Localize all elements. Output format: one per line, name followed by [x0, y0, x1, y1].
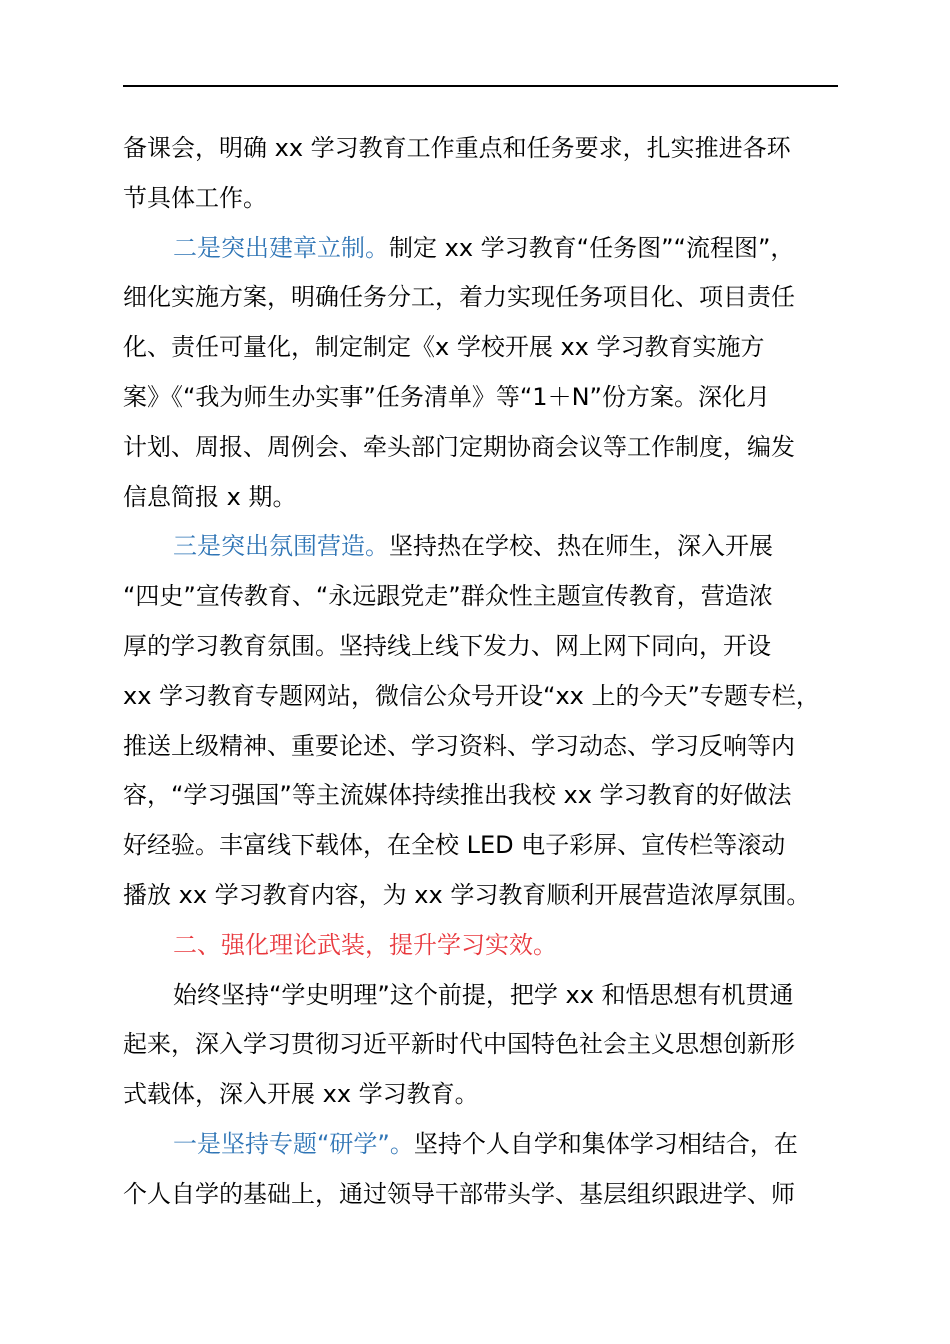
header-rule — [123, 85, 838, 87]
body-text-run: 好经验。丰富线下载体，在全校 LED 电子彩屏、宣传栏等滚动 — [123, 831, 786, 860]
body-text-run: 播放 xx 学习教育内容，为 xx 学习教育顺利开展营造浓厚氛围。 — [123, 880, 811, 909]
text-line — [123, 821, 838, 871]
section-heading: 二、强化理论武装，提升学习实效。 — [173, 930, 557, 959]
text-line — [123, 771, 838, 821]
text-line — [123, 273, 838, 323]
subsection-heading: 一是坚持专题“研学”。 — [173, 1129, 414, 1158]
text-line — [123, 1170, 838, 1220]
text-line — [123, 622, 838, 672]
body-text-run: 式载体，深入开展 xx 学习教育。 — [123, 1080, 479, 1109]
body-text-run: 备课会，明确 xx 学习教育工作重点和任务要求，扎实推进各环 — [123, 134, 791, 162]
body-text-run: 容，“学习强国”等主流媒体持续推出我校 xx 学习教育的好做法 — [123, 781, 792, 810]
body-text-run: 个人自学的基础上，通过领导干部带头学、基层组织跟进学、师 — [123, 1179, 795, 1208]
text-line — [123, 921, 838, 971]
body-text-run: 厚的学习教育氛围。坚持线上线下发力、网上网下同向，开设 — [123, 631, 771, 660]
text-line — [123, 1020, 838, 1070]
text-line — [123, 423, 838, 473]
text-line — [123, 174, 838, 224]
text-line — [123, 722, 838, 772]
body-text-run: 坚持热在学校、热在师生，深入开展 — [389, 532, 773, 561]
body-text-run: “四史”宣传教育、“永远跟党走”群众性主题宣传教育，营造浓 — [123, 582, 773, 611]
body-text-run: 案》《“我为师生办实事”任务清单》等“1＋N”份方案。深化月 — [123, 382, 770, 411]
text-line — [123, 473, 838, 523]
subsection-heading: 三是突出氛围营造。 — [173, 532, 389, 561]
text-line — [123, 1120, 838, 1170]
body-text-run: 推送上级精神、重要论述、学习资料、学习动态、学习反响等内 — [123, 731, 795, 760]
text-line — [123, 672, 838, 722]
body-text-run: 化、责任可量化，制定制定《x 学校开展 xx 学习教育实施方 — [123, 333, 765, 362]
text-line — [123, 522, 838, 572]
body-text-run: 起来，深入学习贯彻习近平新时代中国特色社会主义思想创新形 — [123, 1030, 795, 1059]
body-text-run: 计划、周报、周例会、牵头部门定期协商会议等工作制度，编发 — [123, 432, 795, 461]
text-line — [123, 572, 838, 622]
text-line — [123, 124, 838, 174]
subsection-heading: 二是突出建章立制。 — [173, 233, 389, 262]
text-line — [123, 971, 838, 1021]
text-line — [123, 871, 838, 921]
body-text-run: 坚持个人自学和集体学习相结合，在 — [413, 1129, 798, 1158]
body-text-run: xx 学习教育专题网站，微信公众号开设“xx 上的今天”专题专栏， — [123, 681, 820, 710]
body-text-run: 细化实施方案，明确任务分工，着力实现任务项目化、项目责任 — [123, 283, 795, 312]
body-text-run: 始终坚持“学史明理”这个前提，把学 xx 和悟思想有机贯通 — [173, 980, 794, 1009]
text-line — [123, 323, 838, 373]
text-line — [123, 373, 838, 423]
text-line — [123, 224, 838, 274]
body-text-run: 制定 xx 学习教育“任务图”“流程图”， — [389, 233, 795, 262]
document-body — [123, 124, 838, 1220]
body-text-run: 信息简报 x 期。 — [123, 482, 297, 511]
body-text-run: 节具体工作。 — [123, 183, 267, 212]
text-line — [123, 1070, 838, 1120]
